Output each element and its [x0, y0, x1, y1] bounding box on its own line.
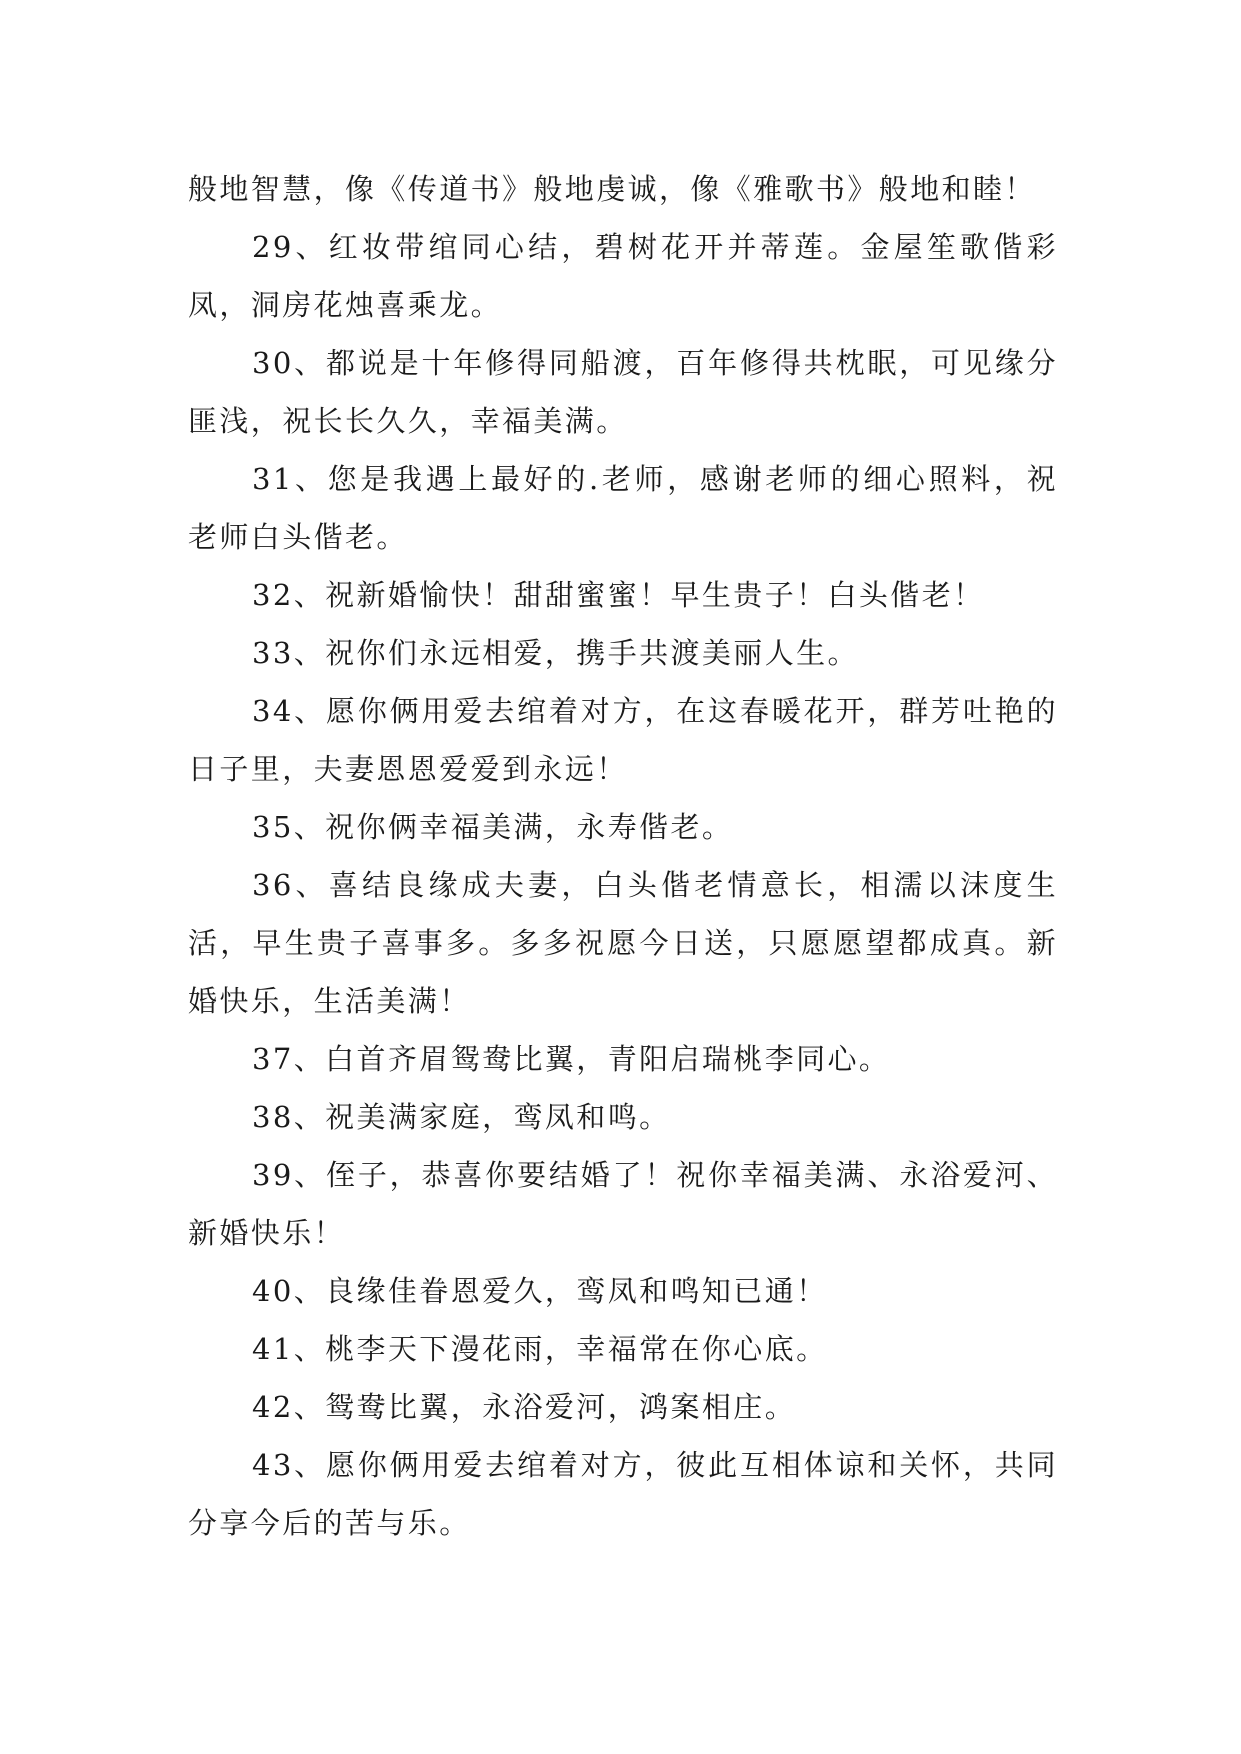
paragraph-29: 29、红妆带绾同心结，碧树花开并蒂莲。金屋笙歌偕彩凤，洞房花烛喜乘龙。 [188, 230, 1058, 322]
paragraph-35: 35、祝你俩幸福美满，永寿偕老。 [252, 810, 734, 844]
paragraph-40: 40、良缘佳眷恩爱久，鸾凤和鸣知已通！ [252, 1274, 828, 1308]
paragraph-42: 42、鸳鸯比翼，永浴爱河，鸿案相庄。 [252, 1390, 797, 1424]
paragraph-32: 32、祝新婚愉快！甜甜蜜蜜！早生贵子！白头偕老！ [252, 578, 985, 612]
paragraph-34: 34、愿你俩用爱去绾着对方，在这春暖花开，群芳吐艳的日子里，夫妻恩恩爱爱到永远！ [188, 694, 1058, 786]
paragraph-33: 33、祝你们永远相爱，携手共渡美丽人生。 [252, 636, 859, 670]
document-body [188, 160, 1058, 1552]
paragraph-37: 37、白首齐眉鸳鸯比翼，青阳启瑞桃李同心。 [252, 1042, 891, 1076]
paragraph-38: 38、祝美满家庭，鸾凤和鸣。 [252, 1100, 671, 1134]
paragraph-39: 39、侄子，恭喜你要结婚了！祝你幸福美满、永浴爱河、新婚快乐！ [188, 1158, 1058, 1250]
paragraph-28-continuation: 般地智慧，像《传道书》般地虔诚，像《雅歌书》般地和睦！ [188, 172, 1036, 206]
paragraph-41: 41、桃李天下漫花雨，幸福常在你心底。 [252, 1332, 828, 1366]
paragraph-30: 30、都说是十年修得同船渡，百年修得共枕眠，可见缘分匪浅，祝长长久久，幸福美满。 [188, 346, 1058, 438]
paragraph-36: 36、喜结良缘成夫妻，白头偕老情意长，相濡以沫度生活，早生贵子喜事多。多多祝愿今日送，只愿愿望都成真。新婚快乐，生活美满！ [188, 868, 1058, 1018]
paragraph-31: 31、您是我遇上最好的.老师，感谢老师的细心照料，祝老师白头偕老。 [188, 462, 1058, 554]
paragraph-43: 43、愿你俩用爱去绾着对方，彼此互相体谅和关怀，共同分享今后的苦与乐。 [188, 1448, 1058, 1540]
